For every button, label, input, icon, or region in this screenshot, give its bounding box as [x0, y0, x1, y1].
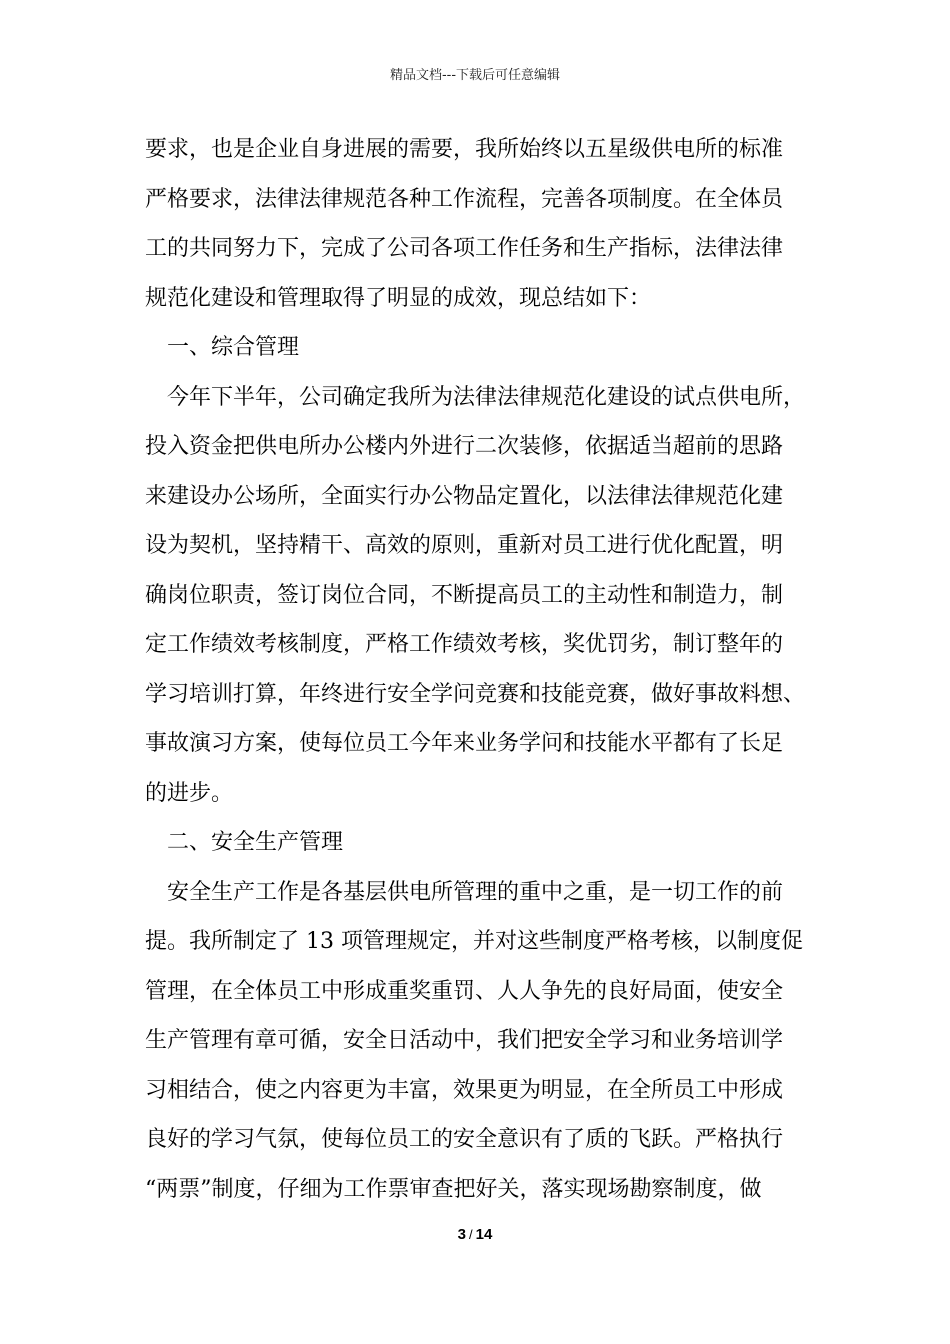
section-heading: 二、安全生产管理: [145, 830, 344, 855]
text-line: 事故演习方案，使每位员工今年来业务学问和技能水平都有了长足: [145, 731, 784, 756]
page-number: [0, 1226, 950, 1243]
text-line: 管理，在全体员工中形成重奖重罚、人人争先的良好局面，使安全: [145, 978, 784, 1004]
text-line: 投入资金把供电所办公楼内外进行二次装修，依据适当超前的思路: [145, 434, 784, 459]
text-line: 今年下半年，公司确定我所为法律法律规范化建设的试点供电所，: [145, 384, 806, 410]
text-line: 学习培训打算，年终进行安全学问竞赛和技能竞赛，做好事故料想、: [145, 681, 806, 707]
text-line: 工的共同努力下，完成了公司各项工作任务和生产指标，法律法律: [145, 236, 784, 261]
page-separator: /: [469, 1227, 473, 1242]
current-page: 3: [457, 1226, 467, 1243]
text-line: 的进步。: [145, 780, 234, 806]
text-line: 良好的学习气氛，使每位员工的安全意识有了质的飞跃。严格执行: [145, 1127, 784, 1152]
text-line: 生产管理有章可循，安全日活动中，我们把安全学习和业务培训学: [145, 1028, 784, 1053]
section-heading: 一、综合管理: [145, 335, 300, 360]
page-header: 精品文档---下载后可任意编辑: [389, 68, 561, 83]
total-pages: 14: [475, 1226, 493, 1243]
text-line: 严格要求，法律法律规范各种工作流程，完善各项制度。在全体员: [145, 186, 784, 212]
text-line: “两票”制度，仔细为工作票审查把好关，落实现场勘察制度，做: [145, 1176, 762, 1202]
text-line: 安全生产工作是各基层供电所管理的重中之重，是一切工作的前: [145, 879, 784, 905]
text-line: 确岗位职责，签订岗位合同，不断提高员工的主动性和制造力，制: [145, 582, 784, 608]
text-line: 来建设办公场所，全面实行办公物品定置化，以法律法律规范化建: [145, 483, 784, 509]
text-line: 设为契机，坚持精干、高效的原则，重新对员工进行优化配置，明: [145, 533, 784, 558]
text-line: 要求，也是企业自身进展的需要，我所始终以五星级供电所的标准: [145, 137, 784, 162]
text-line: 习相结合，使之内容更为丰富，效果更为明显，在全所员工中形成: [145, 1077, 784, 1103]
text-line: 提。我所制定了 13 项管理规定，并对这些制度严格考核，以制度促: [145, 929, 803, 954]
text-line: 定工作绩效考核制度，严格工作绩效考核，奖优罚劣，制订整年的: [145, 632, 784, 657]
text-line: 规范化建设和管理取得了明显的成效，现总结如下：: [145, 285, 652, 311]
document-body: [145, 125, 825, 1214]
